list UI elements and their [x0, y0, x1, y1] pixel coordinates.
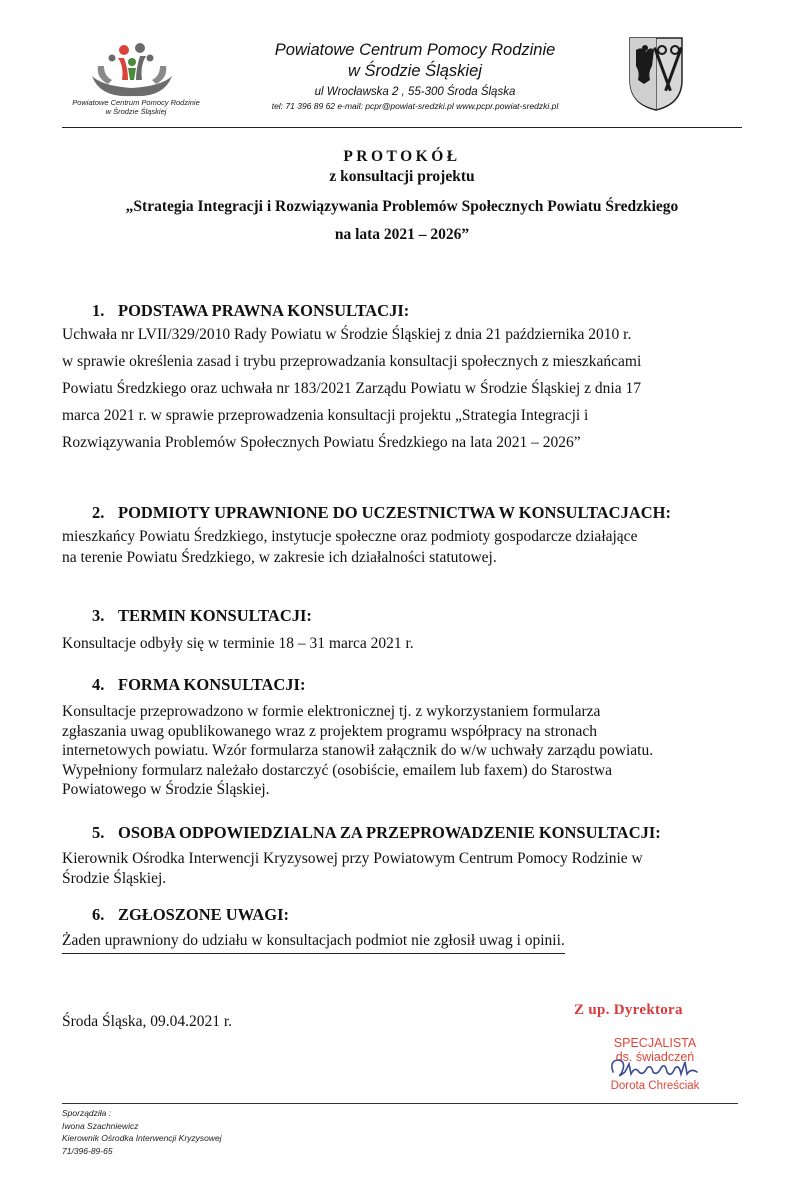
project-name: „Strategia Integracji i Rozwiązywania Problemów Społecznych Powiatu Średzkiego — [125, 198, 679, 215]
org-address: ul Wrocławska 2 , 55-300 Środa Śląska — [314, 86, 516, 98]
section-title: FORMA KONSULTACJI: — [118, 675, 306, 694]
place-and-date: Środa Śląska, 09.04.2021 r. — [62, 1013, 233, 1030]
section-5-body — [62, 849, 744, 888]
body-line: Uchwała nr LVII/329/2010 Rady Powiatu w Środzie Śląskiej z dnia 21 października 2010 r. — [62, 326, 632, 343]
section-number: 2. — [92, 503, 105, 522]
section-number: 4. — [92, 675, 105, 694]
body-line: Wypełniony formularz należało dostarczyć (osobiście, emailem lub faxem) do Starostwa — [62, 761, 612, 779]
prepared-by-footer — [62, 1107, 222, 1157]
logo-caption-line1: Powiatowe Centrum Pomocy Rodzinie — [72, 98, 200, 107]
section-title: ZGŁOSZONE UWAGI: — [118, 905, 289, 924]
document-title: PROTOKÓŁ — [343, 148, 461, 165]
section-number: 5. — [92, 823, 105, 842]
section-2-body — [62, 526, 744, 568]
document-subtitle: z konsultacji projektu — [329, 168, 475, 185]
body-line: na terenie Powiatu Średzkiego, w zakresie ich działalności statutowej. — [62, 549, 497, 566]
letterhead — [230, 40, 600, 112]
section-title: OSOBA ODPOWIEDZIALNA ZA PRZEPROWADZENIE KONSULTACJI: — [118, 823, 661, 842]
body-line: Konsultacje odbyły się w terminie 18 – 31 marca 2021 r. — [62, 635, 414, 652]
section-6-heading — [92, 905, 289, 925]
logo-caption-line2: w Środzie Śląskiej — [105, 107, 167, 116]
section-6-body — [62, 930, 744, 954]
body-line: mieszkańcy Powiatu Średzkiego, instytucje społeczne oraz podmioty gospodarcze działające — [62, 528, 638, 545]
coat-of-arms-icon — [628, 36, 684, 112]
section-1-body — [62, 321, 744, 456]
body-line: w sprawie określenia zasad i trybu przeprowadzania konsultacji społecznych z mieszkańcami — [62, 353, 642, 370]
section-2-heading — [92, 503, 671, 523]
footer-label: Sporządziła : — [62, 1108, 112, 1118]
body-line: marca 2021 r. w sprawie przeprowadzenia konsultacji projektu „Strategia Integracji i — [62, 407, 589, 424]
footer-author: Iwona Szachniewicz — [62, 1120, 139, 1131]
document-title-block — [62, 147, 742, 245]
body-line-underlined: Żaden uprawniony do udziału w konsultacjach podmiot nie zgłosił uwag i opinii. — [62, 930, 565, 954]
body-line: Konsultacje przeprowadzono w formie elektronicznej tj. z wykorzystaniem formularza — [62, 703, 601, 720]
org-contact: tel: 71 396 89 62 e-mail: pcpr@powiat-sredzki.pl www.pcpr.powiat-sredzki.pl — [271, 101, 559, 111]
section-title: PODMIOTY UPRAWNIONE DO UCZESTNICTWA W KONSULTACJACH: — [118, 503, 671, 522]
section-3-heading — [92, 606, 312, 626]
logo-caption — [66, 98, 206, 116]
section-3-body — [62, 633, 744, 655]
section-number: 3. — [92, 606, 105, 625]
section-title: TERMIN KONSULTACJI: — [118, 606, 312, 625]
section-title: PODSTAWA PRAWNA KONSULTACJI: — [118, 301, 410, 320]
footer-author-role: Kierownik Ośrodka Interwencji Kryzysowej — [62, 1133, 222, 1143]
body-line: Powiatowego w Środzie Śląskiej. — [62, 781, 270, 798]
stamp-position-line1: SPECJALISTA — [613, 1036, 697, 1050]
project-years: na lata 2021 – 2026” — [334, 226, 470, 243]
org-name-line2: w Środzie Śląskiej — [348, 62, 482, 80]
body-line: Rozwiązywania Problemów Społecznych Powiatu Średzkiego na lata 2021 – 2026” — [62, 434, 581, 451]
footer-phone: 71/396-89-65 — [62, 1145, 113, 1156]
body-line: Powiatu Średzkiego oraz uchwała nr 183/2021 Zarządu Powiatu w Środzie Śląskiej z dnia 17 — [62, 380, 641, 397]
section-number: 6. — [92, 905, 105, 924]
body-line: Środzie Śląskiej. — [62, 869, 167, 887]
header-divider — [62, 127, 742, 128]
section-4-heading — [92, 675, 305, 695]
footer-divider — [62, 1103, 738, 1104]
on-behalf-stamp: Z up. Dyrektora — [574, 1002, 683, 1018]
signatory-name: Dorota Chreściak — [610, 1080, 700, 1092]
org-name-line1: Powiatowe Centrum Pomocy Rodzinie — [274, 41, 556, 59]
body-line: zgłaszania uwag opublikowanego wraz z projektem programu współpracy na stronach — [62, 722, 597, 740]
body-line: Kierownik Ośrodka Interwencji Kryzysowej przy Powiatowym Centrum Pomocy Rodzinie w — [62, 850, 643, 867]
section-4-body — [62, 702, 744, 800]
section-1-heading — [92, 301, 409, 321]
stamp-position-line2: ds. świadczeń — [615, 1050, 695, 1064]
section-number: 1. — [92, 301, 105, 320]
body-line: internetowych powiatu. Wzór formularza stanowił załącznik do w/w uchwały zarządu powiatu. — [62, 742, 654, 759]
section-5-heading — [92, 823, 661, 843]
pcpr-logo-icon — [82, 36, 182, 100]
